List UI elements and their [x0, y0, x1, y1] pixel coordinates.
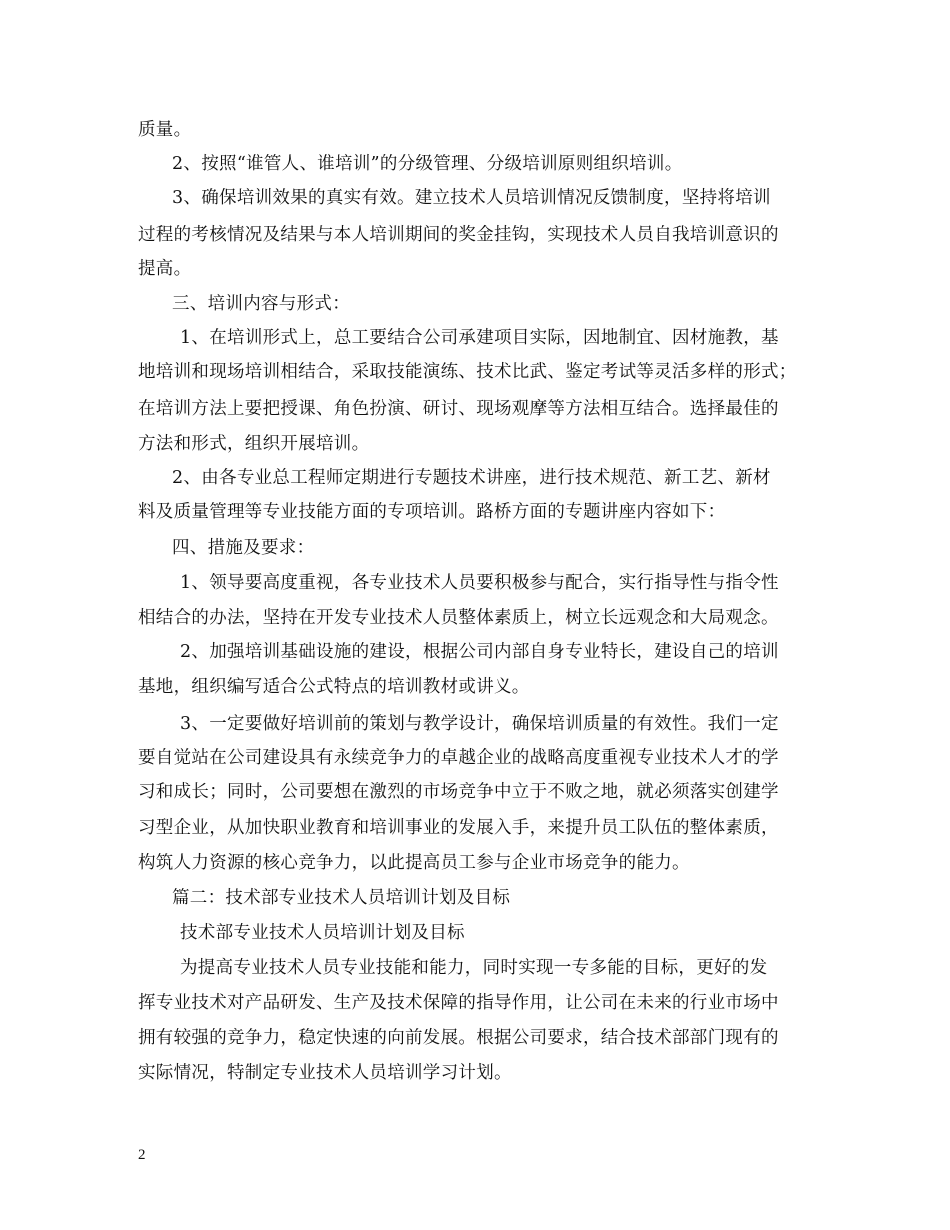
text-line: 拥有较强的竞争力，稳定快速的向前发展。根据公司要求，结合技术部部门现有的 — [138, 1028, 779, 1048]
subtitle: 技术部专业技术人员培训计划及目标 — [180, 923, 465, 943]
text-line: 实际情况，特制定专业技术人员培训学习计划。 — [138, 1063, 512, 1083]
section-heading: 篇二：技术部专业技术人员培训计划及目标 — [172, 888, 511, 908]
text-line: 1、领导要高度重视，各专业技术人员要积极参与配合，实行指导性与指令性 — [180, 573, 779, 593]
text-line: 过程的考核情况及结果与本人培训期间的奖金挂钩，实现技术人员自我培训意识的 — [138, 225, 779, 245]
section-heading: 三、培训内容与形式： — [172, 294, 350, 314]
text-line: 要自觉站在公司建设具有永续竞争力的卓越企业的战略高度重视专业技术人才的学 — [138, 748, 779, 768]
text-line: 质量。 — [138, 120, 192, 140]
text-line: 方法和形式，组织开展培训。 — [138, 434, 370, 454]
text-line: 为提高专业技术人员专业技能和能力，同时实现一专多能的目标，更好的发 — [180, 958, 768, 978]
text-line: 习型企业，从加快职业教育和培训事业的发展入手，来提升员工队伍的整体素质， — [138, 818, 779, 838]
text-line: 3、确保培训效果的真实有效。建立技术人员培训情况反馈制度，坚持将培训 — [172, 188, 771, 208]
text-line: 2、加强培训基础设施的建设，根据公司内部自身专业特长，建设自己的培训 — [180, 642, 779, 662]
text-line: 地培训和现场培训相结合，采取技能演练、技术比武、鉴定考试等灵活多样的形式； — [138, 362, 797, 382]
text-line: 2、按照“谁管人、谁培训”的分级管理、分级培训原则组织培训。 — [172, 154, 683, 174]
text-line: 挥专业技术对产品研发、生产及技术保障的指导作用，让公司在未来的行业市场中 — [138, 993, 779, 1013]
text-line: 2、由各专业总工程师定期进行专题技术讲座，进行技术规范、新工艺、新材 — [172, 468, 771, 488]
text-line: 基地，组织编写适合公式特点的培训教材或讲义。 — [138, 677, 530, 697]
text-line: 1、在培训形式上，总工要结合公司承建项目实际，因地制宜、因材施教，基 — [180, 328, 779, 348]
text-line: 相结合的办法，坚持在开发专业技术人员整体素质上，树立长远观念和大局观念。 — [138, 608, 779, 628]
text-line: 构筑人力资源的核心竞争力，以此提高员工参与企业市场竞争的能力。 — [138, 853, 690, 873]
section-heading: 四、措施及要求： — [172, 538, 315, 558]
text-line: 3、一定要做好培训前的策划与教学设计，确保培训质量的有效性。我们一定 — [180, 714, 779, 734]
text-line: 料及质量管理等专业技能方面的专项培训。路桥方面的专题讲座内容如下： — [138, 502, 726, 522]
page-number: 2 — [138, 1147, 146, 1163]
text-line: 习和成长；同时，公司要想在激烈的市场竞争中立于不败之地，就必须落实创建学 — [138, 782, 779, 802]
text-line: 在培训方法上要把授课、角色扮演、研讨、现场观摩等方法相互结合。选择最佳的 — [138, 399, 779, 419]
text-line: 提高。 — [138, 259, 192, 279]
